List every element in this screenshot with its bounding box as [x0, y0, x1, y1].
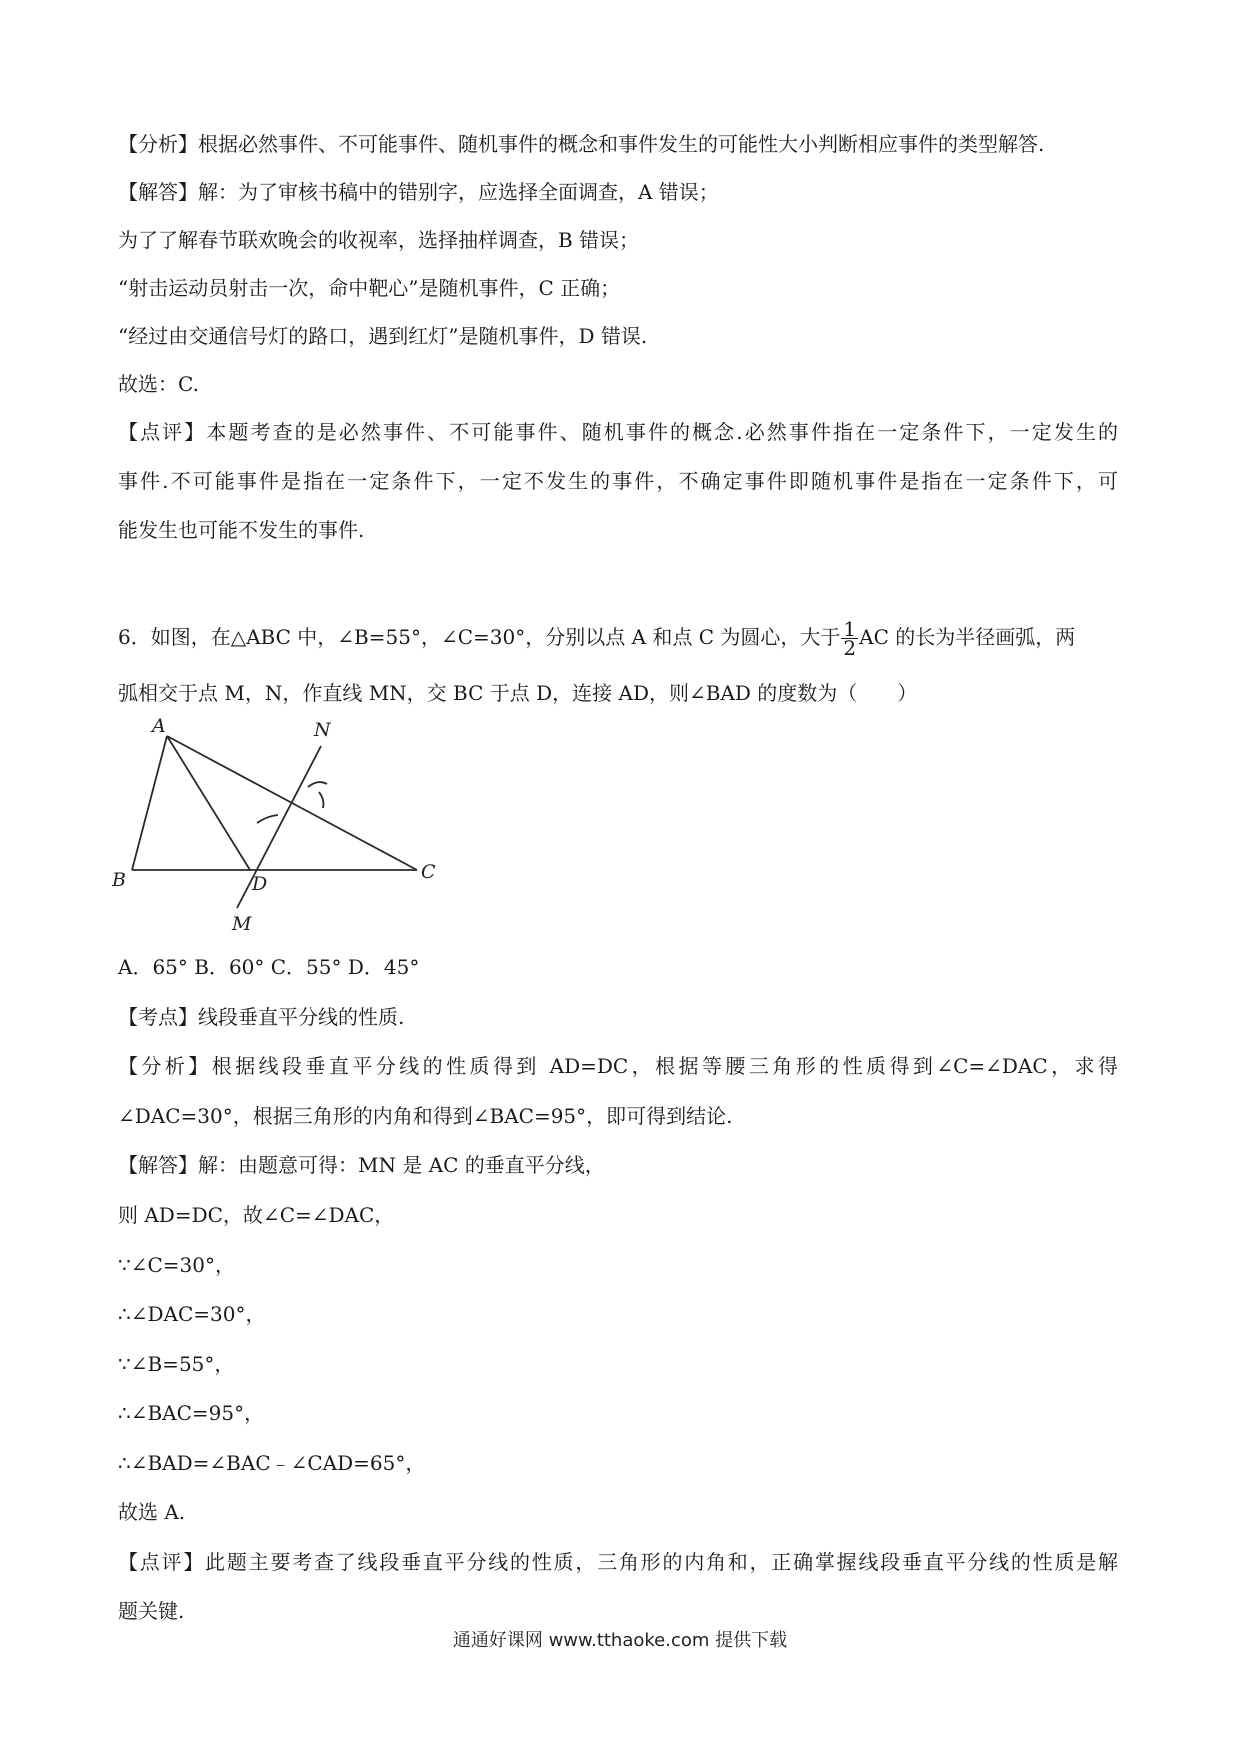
label-m: M [232, 913, 252, 934]
q6-stem-line2: 弧相交于点 M，N，作直线 MN，交 BC 于点 D，连接 AD，则∠BAD 的度数为（ ） [118, 681, 918, 705]
label-c: C [421, 861, 436, 883]
q5-answer-line: “射击运动员射击一次，命中靶心”是随机事件，C 正确； [118, 276, 621, 300]
fraction-numerator: 1 [843, 617, 857, 641]
q6-solution-line: ∴∠BAD=∠BAC﹣∠CAD=65°， [118, 1451, 426, 1475]
q6-stem-part1: 6．如图，在△ABC 中，∠B=55°，∠C=30°，分别以点 A 和点 C 为圆心，大于 [118, 625, 841, 649]
q6-kaodian: 【考点】线段垂直平分线的性质. [118, 1005, 405, 1029]
q5-answer-choice: 故选：C. [118, 372, 199, 396]
arc-mark-lower [257, 815, 278, 823]
q6-analysis-line: ∠DAC=30°，根据三角形的内角和得到∠BAC=95°，即可得到结论. [118, 1104, 733, 1128]
arc-mark-upper-2 [319, 792, 324, 808]
q6-stem-line1 [118, 617, 1076, 660]
q6-solution-line: ∵∠C=30°， [118, 1253, 235, 1277]
segment-ad [167, 736, 250, 870]
page-footer: 通通好课网 www.tthaoke.com 提供下载 [452, 1630, 788, 1651]
q6-solution-choice: 故选 A. [118, 1500, 186, 1524]
q5-answer-line: 为了了解春节联欢晚会的收视率，选择抽样调查，B 错误； [118, 228, 640, 252]
line-mn [237, 746, 321, 908]
q5-answer-line: 【解答】解：为了审核书稿中的错别字，应选择全面调查，A 错误； [118, 180, 719, 204]
one-half-fraction [841, 617, 858, 660]
q6-comment-line: 题关键. [118, 1599, 185, 1623]
q6-solution-line: 【解答】解：由题意可得：MN 是 AC 的垂直平分线， [118, 1153, 605, 1177]
q5-comment-line: 能发生也可能不发生的事件. [118, 518, 365, 542]
q6-analysis-line: 【分析】根据线段垂直平分线的性质得到 AD=DC，根据等腰三角形的性质得到∠C=∠DAC，求得 [118, 1054, 1118, 1078]
label-d: D [252, 873, 268, 895]
fraction-denominator: 2 [843, 636, 857, 660]
q6-solution-line: ∴∠DAC=30°， [118, 1302, 266, 1326]
q6-stem-part2: AC 的长为半径画弧，两 [859, 625, 1076, 649]
arc-mark-upper-1 [308, 782, 327, 787]
label-n: N [314, 719, 331, 741]
q5-answer-line: “经过由交通信号灯的路口，遇到红灯”是随机事件，D 错误. [118, 324, 648, 348]
q5-analysis: 【分析】根据必然事件、不可能事件、随机事件的概念和事件发生的可能性大小判断相应事件的类型解答. [118, 132, 1045, 156]
q5-comment-line: 事件.不可能事件是指在一定条件下，一定不发生的事件，不确定事件即随机事件是指在一定条件下，可 [118, 469, 1118, 493]
q6-comment-line: 【点评】此题主要考查了线段垂直平分线的性质，三角形的内角和，正确掌握线段垂直平分线的性质是解 [118, 1550, 1118, 1574]
label-a: A [152, 715, 166, 737]
q6-solution-line: ∵∠B=55°， [118, 1352, 235, 1376]
q6-solution-line: ∴∠BAC=95°， [118, 1401, 265, 1425]
q5-comment-line: 【点评】本题考查的是必然事件、不可能事件、随机事件的概念.必然事件指在一定条件下，一定发生的 [118, 420, 1118, 444]
segment-ab [132, 736, 167, 870]
label-b: B [112, 869, 126, 891]
triangle-figure [112, 712, 480, 934]
q6-options: A．65° B．60° C．55° D．45° [118, 955, 420, 979]
q6-solution-line: 则 AD=DC，故∠C=∠DAC， [118, 1203, 395, 1227]
